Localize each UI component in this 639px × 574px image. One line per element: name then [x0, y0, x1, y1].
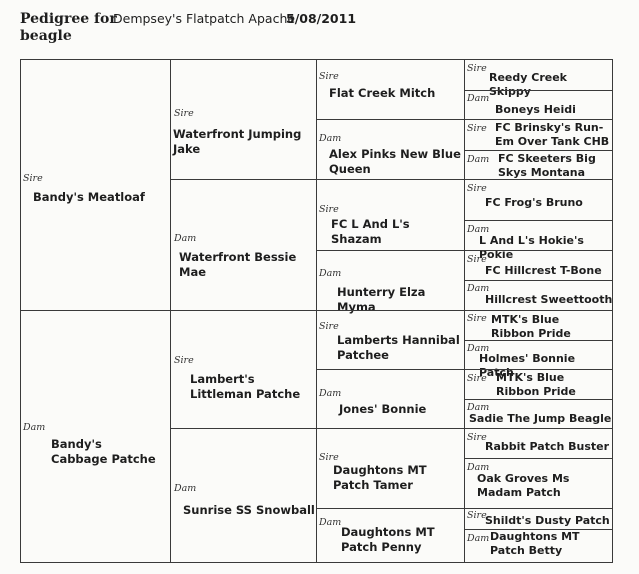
- g3-cell-5: [316, 310, 464, 369]
- g4-cell-13: [464, 428, 612, 458]
- g3-role-1: Sire: [319, 71, 339, 82]
- g4-role-4: Dam: [467, 154, 490, 165]
- g4-role-6: Dam: [467, 224, 490, 235]
- g3-role-6: Dam: [319, 388, 342, 399]
- g4-name-10: Holmes' Bonnie Patch: [479, 352, 576, 379]
- g4-name-7: FC Hillcrest T-Bone: [485, 264, 602, 277]
- g3-name-8: Daughtons MT Patch Penny: [341, 525, 435, 554]
- g3-name-6: Jones' Bonnie: [339, 402, 427, 416]
- g4-cell-2: [464, 90, 612, 119]
- g4-name-8: Hillcrest Sweettooth: [485, 293, 613, 306]
- g4-role-3: Sire: [467, 123, 487, 134]
- g4-cell-1: [464, 59, 612, 98]
- g4-name-3: FC Brinsky's Run-Em Over Tank CHB: [495, 121, 610, 148]
- dog-name: Dempsey's Flatpatch Apache: [113, 11, 296, 26]
- g1-name-sire: Bandy's Meatloaf: [33, 190, 145, 204]
- g4-name-1: Reedy Creek Skippy: [489, 71, 567, 98]
- g4-cell-9: [464, 310, 612, 340]
- g4-name-9: MTK's Blue Ribbon Pride: [491, 313, 571, 340]
- g3-name-7: Daughtons MT Patch Tamer: [333, 463, 427, 492]
- g4-role-16: Dam: [467, 533, 490, 544]
- g3-cell-3: [316, 179, 464, 250]
- g4-cell-7: [464, 250, 612, 280]
- g4-role-8: Dam: [467, 283, 490, 294]
- g3-role-2: Dam: [319, 133, 342, 144]
- g4-name-12: Sadie The Jump Beagle: [469, 412, 612, 425]
- g1-role-dam: Dam: [23, 422, 46, 433]
- g2-cell-2: [170, 179, 316, 310]
- g4-name-15: Shildt's Dusty Patch: [485, 514, 610, 527]
- g4-name-16: Daughtons MT Patch Betty: [490, 530, 580, 557]
- g4-role-11: Sire: [467, 373, 487, 384]
- g1-cell-dam: [20, 310, 170, 563]
- table-border-bottom: [20, 562, 613, 563]
- g3-role-3: Sire: [319, 204, 339, 215]
- g3-role-5: Sire: [319, 321, 339, 332]
- g2-cell-1: [170, 59, 316, 179]
- g2-name-2: Waterfront Bessie Mae: [179, 250, 297, 279]
- g4-name-2: Boneys Heidi: [495, 103, 576, 116]
- g3-role-4: Dam: [319, 268, 342, 279]
- g4-cell-3: [464, 119, 612, 150]
- g4-name-4: FC Skeeters Big Skys Montana: [498, 152, 596, 179]
- g4-name-14: Oak Groves Ms Madam Patch: [477, 472, 570, 499]
- pedigree-for-label: Pedigree for: [20, 11, 117, 27]
- g4-cell-15: [464, 508, 612, 529]
- g4-role-7: Sire: [467, 254, 487, 265]
- g4-role-13: Sire: [467, 432, 487, 443]
- g1-cell-sire: [20, 59, 170, 310]
- g3-cell-4: [316, 250, 464, 314]
- g2-role-4: Dam: [174, 483, 197, 494]
- pedigree-date: 5/08/2011: [286, 11, 357, 26]
- g4-cell-12: [464, 399, 612, 428]
- g4-role-2: Dam: [467, 93, 490, 104]
- g4-name-13: Rabbit Patch Buster: [485, 440, 610, 453]
- g4-cell-5: [464, 179, 612, 220]
- g3-name-5: Lamberts Hannibal Patchee: [337, 333, 460, 362]
- g2-name-3: Lambert's Littleman Patche: [190, 372, 301, 401]
- g2-cell-4: [170, 428, 316, 563]
- g4-role-1: Sire: [467, 63, 487, 74]
- g3-name-3: FC L And L's Shazam: [331, 217, 410, 246]
- g2-name-4: Sunrise SS Snowball: [183, 503, 315, 517]
- g1-role-sire: Sire: [23, 173, 43, 184]
- g3-name-2: Alex Pinks New Blue Queen: [329, 147, 461, 176]
- table-border-right: [612, 59, 613, 563]
- g2-role-2: Dam: [174, 233, 197, 244]
- g4-role-9: Sire: [467, 313, 487, 324]
- g4-role-10: Dam: [467, 343, 490, 354]
- g3-cell-1: [316, 59, 464, 119]
- g3-cell-2: [316, 119, 464, 179]
- g4-role-12: Dam: [467, 402, 490, 413]
- g3-name-1: Flat Creek Mitch: [329, 86, 436, 100]
- g3-cell-8: [316, 508, 464, 563]
- g4-cell-16: [464, 529, 612, 563]
- g3-role-7: Sire: [319, 452, 339, 463]
- g3-cell-6: [316, 369, 464, 428]
- g4-role-5: Sire: [467, 183, 487, 194]
- g3-role-8: Dam: [319, 517, 342, 528]
- g3-cell-7: [316, 428, 464, 508]
- g4-cell-14: [464, 458, 612, 508]
- g4-role-15: Sire: [467, 510, 487, 521]
- g2-cell-3: [170, 310, 316, 428]
- g1-name-dam: Bandy's Cabbage Patche: [51, 437, 156, 466]
- g3-name-4: Hunterry Elza Myma: [337, 285, 426, 314]
- g2-role-1: Sire: [174, 108, 194, 119]
- g4-name-11: MTK's Blue Ribbon Pride: [496, 371, 576, 398]
- g4-role-14: Dam: [467, 462, 490, 473]
- breed-label: beagle: [20, 28, 72, 44]
- g4-name-6: L And L's Hokie's Pokie: [479, 234, 584, 261]
- g4-cell-4: [464, 150, 612, 179]
- g4-cell-11: [464, 369, 612, 399]
- g2-role-3: Sire: [174, 355, 194, 366]
- g2-name-1: Waterfront Jumping Jake: [173, 127, 302, 156]
- g4-cell-8: [464, 280, 612, 310]
- g4-name-5: FC Frog's Bruno: [485, 196, 583, 209]
